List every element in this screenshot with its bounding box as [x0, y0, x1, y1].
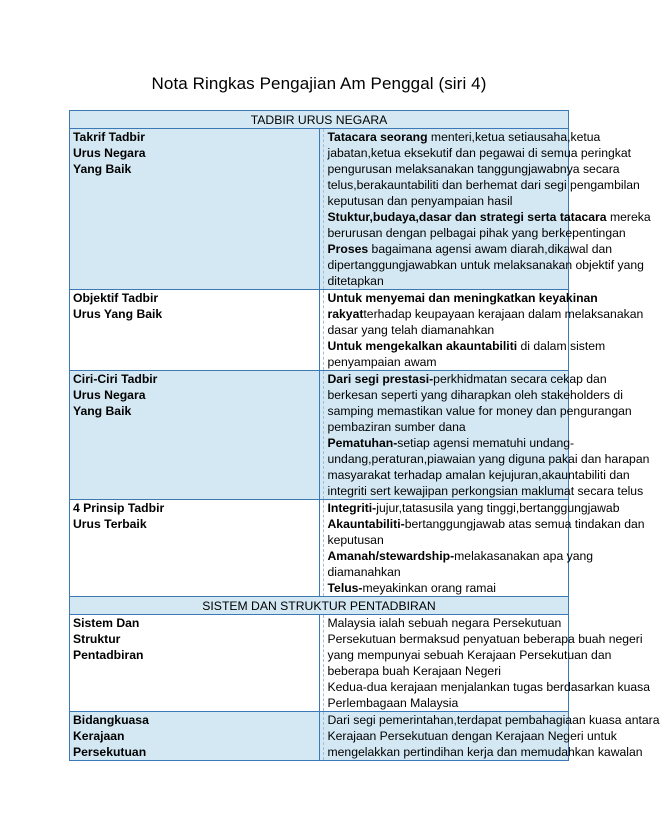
- content-text: telus,berakauntabiliti dan berhemat dari segi pengambilan: [327, 178, 640, 192]
- content-text: diamanahkan: [327, 565, 401, 579]
- content-text: berkesan seperti yang diharapkan oleh stakeholders di: [327, 388, 623, 402]
- row-label: [70, 500, 320, 597]
- table-row: [70, 290, 569, 371]
- row-label-line: 4 Prinsip Tadbir: [73, 501, 165, 515]
- row-content: [319, 615, 651, 712]
- content-line: [327, 483, 644, 499]
- bold-term: Telus-: [327, 581, 363, 595]
- content-line: [328, 193, 566, 209]
- row-content: [319, 500, 645, 597]
- content-text: ditetapkan: [327, 274, 384, 288]
- content-line: [327, 467, 630, 483]
- content-text: berurusan dengan pelbagai pihak yang berkepentingan: [327, 226, 626, 240]
- bold-term: Akauntabiliti-: [327, 517, 405, 531]
- row-label-line: Ciri-Ciri Tadbir: [73, 372, 158, 386]
- content-text: Kedua-dua kerajaan menjalankan tugas berdasarkan kuasa: [327, 680, 651, 694]
- content-text: Perlembagaan Malaysia: [327, 696, 459, 710]
- section-header-row: [70, 597, 569, 615]
- content-text: pembaziran sumber dana: [327, 420, 466, 434]
- content-line: [327, 631, 643, 647]
- content-line: [327, 161, 620, 177]
- row-label-line: Yang Baik: [73, 404, 132, 418]
- row-label: [70, 712, 320, 761]
- content-text: dasar yang telah diamanahkan: [327, 323, 495, 337]
- content-line: [327, 679, 651, 695]
- content-line: [327, 241, 613, 257]
- content-text: di dalam sistem: [517, 339, 606, 353]
- notes-table: [69, 110, 660, 761]
- content-line: [327, 290, 598, 306]
- bold-term: Untuk mengekalkan akauntabiliti: [327, 339, 518, 353]
- content-line: [328, 322, 566, 338]
- row-label-line: Takrif Tadbir: [73, 130, 146, 144]
- content-line: [327, 129, 601, 145]
- content-line: [327, 712, 660, 728]
- content-text: menteri,ketua setiausaha,ketua: [427, 130, 601, 144]
- content-line: [328, 532, 566, 548]
- bold-term: rakyat: [327, 307, 364, 321]
- content-line: [327, 257, 644, 273]
- row-label-line: Objektif Tadbir: [73, 291, 159, 305]
- row-label-line: Sistem Dan: [73, 616, 140, 630]
- bold-term: Tatacara seorang: [327, 130, 428, 144]
- row-label: [70, 615, 320, 712]
- content-text: bagaimana agensi awam diarah,dikawal dan: [368, 242, 613, 256]
- content-text: samping memastikan value for money dan pengurangan: [327, 404, 632, 418]
- content-text: mengelakkan pertindihan kerja dan memudahkan kawalan: [327, 745, 643, 759]
- row-label-line: Kerajaan: [73, 729, 125, 743]
- table-row: [70, 500, 569, 597]
- content-line: [327, 744, 643, 760]
- table-row: [70, 615, 569, 712]
- section-header-row: [70, 111, 569, 129]
- content-line: [327, 435, 575, 451]
- content-text: melakasanakan apa yang: [454, 549, 594, 563]
- row-content: [319, 290, 644, 371]
- content-text: jujur,tatasusila yang tinggi,bertanggungjawab: [376, 501, 620, 515]
- content-line: [327, 548, 594, 564]
- content-line: [327, 225, 626, 241]
- content-text: Malaysia ialah sebuah negara Persekutuan: [327, 616, 562, 630]
- table-row: [70, 712, 569, 761]
- content-line: [328, 580, 566, 596]
- content-line: [327, 516, 645, 532]
- content-text: dipertanggungjawabkan untuk melaksanakan objektif yang: [327, 258, 644, 272]
- content-line: [327, 451, 650, 467]
- content-text: keputusan: [327, 533, 384, 547]
- content-text: setiap agensi mematuhi undang-: [397, 436, 575, 450]
- bold-term: Amanah/stewardship-: [327, 549, 455, 563]
- content-line: [328, 273, 566, 289]
- content-text: jabatan,ketua eksekutif dan pegawai di semua peringkat: [327, 146, 632, 160]
- row-content: [319, 129, 651, 290]
- bold-term: Integriti-: [327, 501, 377, 515]
- row-label-line: Bidangkuasa: [73, 713, 149, 727]
- content-text: perkhidmatan secara cekap dan: [433, 372, 607, 386]
- row-label-line: Urus Yang Baik: [73, 307, 163, 321]
- bold-term: Pematuhan-: [327, 436, 398, 450]
- content-line: [327, 145, 632, 161]
- content-line: [328, 564, 566, 580]
- section-header-tadbir-urus: TADBIR URUS NEGARA: [70, 111, 569, 129]
- bold-term: Stuktur,budaya,dasar dan strategi serta tatacara: [327, 210, 607, 224]
- content-text: masyarakat terhadap amalan kejujuran,akauntabiliti dan: [327, 468, 630, 482]
- content-text: terhadap keupayaan kerajaan dalam melaksanakan: [363, 307, 644, 321]
- row-label-line: Pentadbiran: [73, 648, 144, 662]
- row-label-line: Urus Negara: [73, 388, 146, 402]
- content-line: [327, 306, 644, 322]
- row-label-line: Persekutuan: [73, 745, 147, 759]
- content-text: meyakinkan orang ramai: [362, 581, 496, 595]
- content-text: Dari segi pemerintahan,terdapat pembahagiaan kuasa antara: [327, 713, 660, 727]
- content-line: [328, 354, 566, 370]
- content-line: [327, 338, 606, 354]
- row-label-line: Yang Baik: [73, 162, 132, 176]
- content-line: [328, 695, 566, 711]
- content-line: [328, 419, 566, 435]
- content-text: integriti sert kewajipan perkongsian maklumat secara telus: [327, 484, 644, 498]
- content-text: keputusan dan penyampaian hasil: [327, 194, 513, 208]
- content-line: [327, 403, 632, 419]
- content-text: mereka: [606, 210, 651, 224]
- content-line: [327, 500, 620, 516]
- table-row: [70, 129, 569, 290]
- row-label-line: Struktur: [73, 632, 121, 646]
- content-line: [327, 177, 640, 193]
- row-label: [70, 129, 320, 290]
- content-text: Kerajaan Persekutuan dengan Kerajaan Negeri untuk: [327, 729, 617, 743]
- content-text: yang mempunyai sebuah Kerajaan Persekutuan dan: [327, 648, 612, 662]
- row-label: [70, 371, 320, 500]
- content-line: [327, 647, 612, 663]
- bold-term: Untuk menyemai dan meningkatkan keyakinan: [327, 291, 598, 305]
- content-line: [327, 209, 651, 225]
- content-text: undang,peraturan,piawaian yang diguna pakai dan harapan: [327, 452, 650, 466]
- content-line: [327, 371, 607, 387]
- content-text: beberapa buah Kerajaan Negeri: [327, 664, 501, 678]
- row-label-line: Urus Terbaik: [73, 517, 147, 531]
- content-text: Persekutuan bermaksud penyatuan beberapa buah negeri: [327, 632, 643, 646]
- content-text: pengurusan melaksanakan tanggungjawabnya secara: [327, 162, 620, 176]
- content-line: [327, 387, 623, 403]
- document-title: Nota Ringkas Pengajian Am Penggal (siri 4): [151, 74, 487, 93]
- row-content: [319, 371, 650, 500]
- row-content: [319, 712, 660, 761]
- content-text: penyampaian awam: [327, 355, 437, 369]
- row-label: [70, 290, 320, 371]
- section-header-sistem-struktur: SISTEM DAN STRUKTUR PENTADBIRAN: [70, 597, 569, 615]
- table-row: [70, 371, 569, 500]
- row-label-line: Urus Negara: [73, 146, 146, 160]
- content-line: [328, 615, 566, 631]
- bold-term: Proses: [327, 242, 369, 256]
- bold-term: Dari segi prestasi-: [327, 372, 434, 386]
- content-line: [327, 728, 617, 744]
- content-line: [328, 663, 566, 679]
- content-text: bertanggungjawab atas semua tindakan dan: [404, 517, 645, 531]
